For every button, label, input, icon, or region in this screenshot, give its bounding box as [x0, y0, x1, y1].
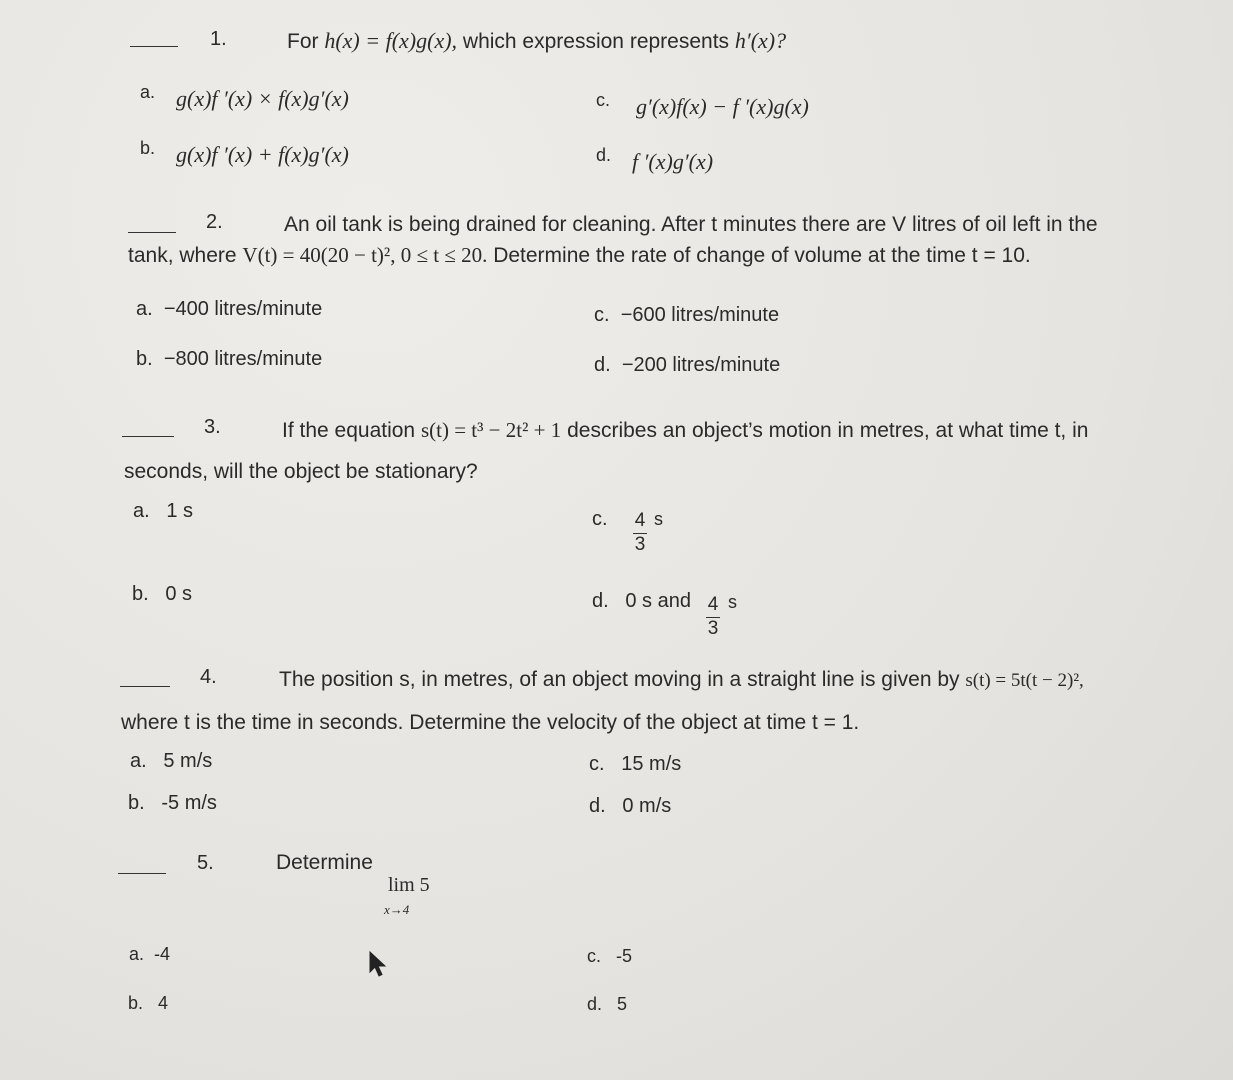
q3-option-d-numerator: 4: [707, 594, 719, 615]
q1-option-d-letter: d.: [596, 145, 612, 165]
q5-option-c[interactable]: [587, 946, 632, 967]
q5-option-d-text: 5: [617, 994, 628, 1014]
question-number-3: 3.: [204, 416, 221, 438]
q4-option-a-letter: a.: [130, 750, 147, 772]
q3-line2: seconds, will the object be stationary?: [124, 460, 478, 483]
q5-option-c-letter: c.: [587, 946, 602, 966]
q4-option-d[interactable]: [589, 795, 671, 818]
answer-blank-5[interactable]: [118, 873, 166, 874]
q1-option-d[interactable]: f ′(x)g′(x): [632, 149, 714, 174]
q3-option-a-letter: a.: [133, 500, 150, 522]
answer-blank-2[interactable]: [128, 232, 176, 233]
q4-option-b-text: -5 m/s: [161, 792, 217, 814]
q1-prompt-pre: For: [287, 30, 319, 53]
q5-limit-bottom: x→4: [384, 902, 410, 917]
q3-option-c-numerator: 4: [634, 510, 646, 531]
mouse-cursor-icon: [368, 950, 388, 978]
q3-option-d-text: 0 s and: [625, 590, 691, 612]
q3-option-b-text: 0 s: [165, 583, 193, 605]
q2-option-c-letter: c.: [594, 304, 610, 326]
q4-option-c[interactable]: [589, 753, 681, 776]
q2-option-a-text: −400 litres/minute: [163, 298, 323, 320]
q4-option-b[interactable]: [128, 792, 217, 815]
q3-line1-math: s(t) = t³ − 2t² + 1: [420, 418, 562, 442]
q2-option-b-letter: b.: [136, 348, 153, 370]
question-number-5: 5.: [197, 852, 214, 874]
q2-line2-pre: tank, where: [128, 244, 237, 267]
q2-line2-math: V(t) = 40(20 − t)², 0 ≤ t ≤ 20.: [242, 243, 488, 267]
q3-option-c-letter: c.: [592, 508, 608, 530]
q4-option-a[interactable]: [130, 750, 212, 773]
q2-option-b-text: −800 litres/minute: [163, 348, 323, 370]
q3-option-d-fraction: [702, 594, 724, 640]
q1-prompt-math: h(x) = f(x)g(x),: [324, 28, 458, 53]
answer-blank-4[interactable]: [120, 686, 170, 687]
q4-option-d-text: 0 m/s: [622, 795, 672, 817]
q4-option-b-letter: b.: [128, 792, 145, 814]
q5-limit-top: lim 5: [388, 874, 430, 896]
q2-option-b[interactable]: [136, 348, 322, 371]
q2-option-d[interactable]: [594, 354, 780, 377]
q3-option-d[interactable]: [592, 590, 691, 613]
q4-line1-pre: The position s, in metres, of an object moving in a straight line is given by: [279, 668, 960, 691]
q3-option-d-letter: d.: [592, 590, 609, 612]
q3-line1: [282, 418, 1088, 443]
q3-option-a[interactable]: [133, 500, 193, 523]
q2-line1: An oil tank is being drained for cleaning. After t minutes there are V litres of oil left in the: [284, 213, 1098, 236]
question-1-prompt: [287, 28, 786, 54]
q1-prompt-post: which expression represents: [462, 30, 730, 53]
q3-option-c-fraction[interactable]: [629, 510, 651, 556]
q5-prompt: Determine: [276, 851, 373, 874]
q2-option-d-letter: d.: [594, 354, 611, 376]
q1-option-c-letter: c.: [596, 90, 611, 110]
q4-line1: [279, 668, 1084, 692]
q3-option-b-letter: b.: [132, 583, 149, 605]
q4-line2: where t is the time in seconds. Determine the velocity of the object at time t = 1.: [121, 711, 860, 734]
q5-option-b-letter: b.: [128, 993, 144, 1013]
q3-option-d-unit: s: [728, 592, 737, 612]
q2-option-d-text: −200 litres/minute: [621, 354, 781, 376]
q1-option-a-letter: a.: [140, 82, 156, 102]
q5-option-a[interactable]: [129, 944, 170, 965]
q2-option-c-text: −600 litres/minute: [620, 304, 780, 326]
q2-option-a[interactable]: [136, 298, 322, 321]
question-number-2: 2.: [206, 211, 223, 233]
question-number-1: 1.: [210, 28, 227, 50]
answer-blank-3[interactable]: [122, 436, 174, 437]
q1-option-b-letter: b.: [140, 138, 156, 158]
q1-option-a[interactable]: g(x)f ′(x) × f(x)g′(x): [176, 86, 349, 111]
q2-line2: [128, 243, 1031, 268]
q3-option-c-unit: s: [654, 509, 663, 529]
q5-option-d[interactable]: [587, 994, 627, 1015]
q3-line1-post: describes an object’s motion in metres, at what time t, in: [567, 419, 1089, 442]
q3-line1-pre: If the equation: [282, 419, 416, 442]
q5-option-b-text: 4: [158, 993, 169, 1013]
q4-option-d-letter: d.: [589, 795, 606, 817]
q2-option-a-letter: a.: [136, 298, 153, 320]
q3-option-a-text: 1 s: [166, 500, 194, 522]
q4-line1-math: s(t) = 5t(t − 2)²,: [965, 670, 1084, 691]
q1-option-c[interactable]: g′(x)f(x) − f ′(x)g(x): [636, 94, 809, 119]
q4-option-c-text: 15 m/s: [621, 753, 682, 775]
question-number-4: 4.: [200, 666, 217, 688]
q1-option-b[interactable]: g(x)f ′(x) + f(x)g′(x): [176, 142, 349, 167]
q3-option-c-denominator: 3: [634, 534, 646, 555]
answer-blank-1[interactable]: [130, 46, 178, 47]
q5-option-a-text: -4: [154, 944, 171, 964]
q5-option-c-text: -5: [616, 946, 633, 966]
q2-line2-post: Determine the rate of change of volume at the time t = 10.: [493, 244, 1031, 267]
q5-option-b[interactable]: [128, 993, 168, 1014]
q1-prompt-math2: h′(x)?: [734, 28, 787, 53]
q5-option-a-letter: a.: [129, 944, 145, 964]
q2-option-c[interactable]: [594, 304, 779, 327]
q3-option-d-denominator: 3: [707, 618, 719, 639]
q4-option-a-text: 5 m/s: [163, 750, 213, 772]
q5-option-d-letter: d.: [587, 994, 603, 1014]
q4-option-c-letter: c.: [589, 753, 605, 775]
q3-option-b[interactable]: [132, 583, 192, 606]
